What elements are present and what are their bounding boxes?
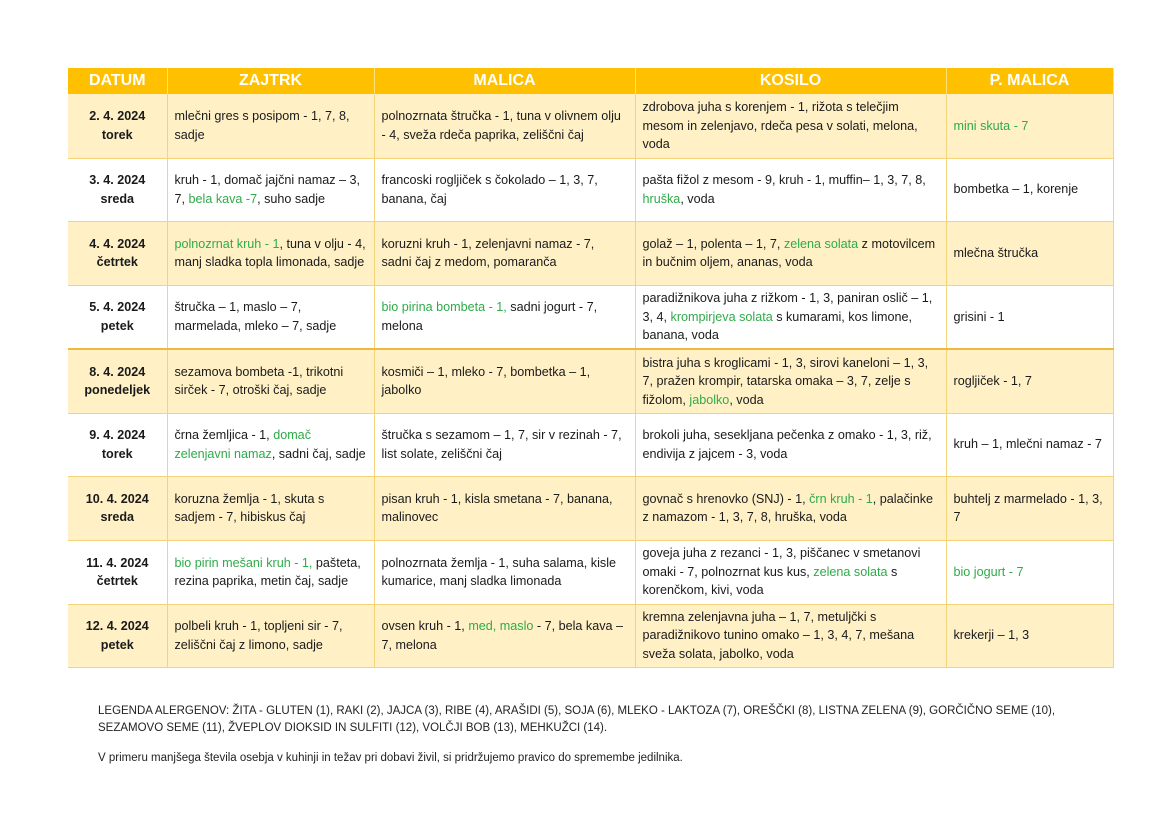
date-cell <box>68 285 167 349</box>
menu-text: kremna zelenjavna juha – 1, 7, metuljčki s paradižnikovo tunino omako – 1, 3, 4, 7, mešana sveža solata, jabolko, voda <box>642 609 915 661</box>
table-row <box>68 349 1113 413</box>
malica-cell <box>374 476 635 540</box>
malica-cell <box>374 413 635 476</box>
highlighted-item: bio pirina bombeta - 1, <box>381 300 507 315</box>
highlighted-item: jabolko <box>689 392 730 407</box>
date-cell <box>68 540 167 604</box>
menu-text: bistra juha s kroglicami - 1, 3, sirovi kaneloni – 1, 3, 7, pražen krompir, tatarska omaka – 3, 7, zelje s fižolom, <box>642 355 929 407</box>
menu-text: govnač s hrenovko (SNJ) - 1, <box>642 491 810 506</box>
menu-text: črna žemljica - 1, <box>174 428 274 442</box>
menu-text: mlečna štručka <box>953 245 1039 260</box>
highlighted-item: bio jogurt - 7 <box>953 564 1024 579</box>
menu-text: golaž – 1, polenta – 1, 7, <box>642 236 784 251</box>
highlighted-item: zelena solata <box>813 564 888 579</box>
menu-change-note: V primeru manjšega števila osebja v kuhinji in težav pri dobavi živil, si pridržujemo pravico do spremembe jedilnika. <box>98 752 683 764</box>
weekday-label: torek <box>101 446 133 461</box>
date-cell <box>68 604 167 667</box>
malica-cell <box>374 540 635 604</box>
pmalica-cell <box>946 221 1113 285</box>
date-cell <box>68 94 167 158</box>
weekday-label: četrtek <box>96 255 138 269</box>
pmalica-cell <box>946 540 1113 604</box>
legend-line: LEGENDA ALERGENOV: ŽITA - GLUTEN (1), RAKI (2), JAJCA (3), RIBE (4), ARAŠIDI (5), SOJA (6), MLEKO - LAKTOZA (7), OREŠČKI (8), LISTNA ZELENA (9), GORČIČNO SEME (10), <box>98 705 1056 717</box>
highlighted-item: med, maslo <box>468 619 534 633</box>
weekday-label: četrtek <box>96 574 138 588</box>
menu-text: sezamova bombeta -1, trikotni sirček - 7, otroški čaj, sadje <box>174 364 344 398</box>
menu-text: francoski rogljiček s čokolado – 1, 3, 7, banana, čaj <box>381 173 598 206</box>
pmalica-cell <box>946 94 1113 158</box>
date-label: 2. 4. 2024 <box>89 109 146 124</box>
malica-cell <box>374 285 635 349</box>
header-row <box>68 68 1113 94</box>
kosilo-cell <box>635 349 946 413</box>
header-kosilo: KOSILO <box>635 68 946 94</box>
zajtrk-cell <box>167 476 374 540</box>
table-row <box>68 604 1113 667</box>
kosilo-cell <box>635 540 946 604</box>
table-row <box>68 540 1113 604</box>
menu-text: s kumarami, kos limone, banana, voda <box>642 309 912 342</box>
menu-text: polbeli kruh - 1, topljeni sir - 7, zeliščni čaj z limono, sadje <box>174 619 343 652</box>
malica-cell <box>374 604 635 667</box>
kosilo-cell <box>635 285 946 349</box>
highlighted-item: mini skuta - 7 <box>953 118 1029 133</box>
zajtrk-cell <box>167 349 374 413</box>
menu-text: , sadni čaj, sadje <box>271 446 366 461</box>
header-zajtrk: ZAJTRK <box>167 68 374 94</box>
menu-body <box>68 94 1113 667</box>
menu-text: rogljiček - 1, 7 <box>953 374 1032 388</box>
table-row <box>68 476 1113 540</box>
malica-cell <box>374 94 635 158</box>
zajtrk-cell <box>167 604 374 667</box>
menu-text: goveja juha z rezanci - 1, 3, piščanec v smetanovi omaki - 7, polnozrnat kus kus, <box>642 546 921 579</box>
weekday-label: petek <box>100 318 134 333</box>
menu-text: koruzna žemlja - 1, skuta s sadjem - 7, hibiskus čaj <box>174 491 325 524</box>
kosilo-cell <box>635 604 946 667</box>
menu-text: , suho sadje <box>257 191 326 206</box>
pmalica-cell <box>946 349 1113 413</box>
weekday-label: torek <box>101 127 133 142</box>
weekday-label: sreda <box>100 510 135 524</box>
date-cell <box>68 158 167 221</box>
menu-text: , palačinke z namazom - 1, 3, 7, 8, hruška, voda <box>642 491 934 524</box>
date-label: 9. 4. 2024 <box>89 428 146 442</box>
menu-text: , voda <box>729 392 764 407</box>
pmalica-cell <box>946 285 1113 349</box>
kosilo-cell <box>635 413 946 476</box>
menu-text: štručka – 1, maslo – 7, marmelada, mleko – 7, sadje <box>174 300 337 333</box>
pmalica-cell <box>946 158 1113 221</box>
kosilo-cell <box>635 158 946 221</box>
menu-text: krekerji – 1, 3 <box>953 628 1030 643</box>
date-label: 10. 4. 2024 <box>85 491 149 506</box>
pmalica-cell <box>946 413 1113 476</box>
menu-text: z motovilcem in bučnim oljem, ananas, voda <box>642 236 936 269</box>
date-label: 3. 4. 2024 <box>89 173 146 187</box>
menu-text: mlečni gres s posipom - 1, 7, 8, sadje <box>174 109 350 142</box>
date-cell <box>68 349 167 413</box>
menu-text: zdrobova juha s korenjem - 1, rižota s telečjim mesom in zelenjavo, rdeča pesa v solati, melona, voda <box>642 100 918 151</box>
date-label: 11. 4. 2024 <box>86 555 149 570</box>
menu-text: , tuna v olju - 4, manj sladka topla limonada, sadje <box>174 236 366 269</box>
menu-text: buhtelj z marmelado - 1, 3, 7 <box>953 491 1103 524</box>
zajtrk-cell <box>167 158 374 221</box>
table-row <box>68 285 1113 349</box>
highlighted-item: zelena solata <box>783 236 859 251</box>
date-label: 4. 4. 2024 <box>89 236 146 251</box>
menu-text: sadni jogurt - 7, melona <box>381 300 598 333</box>
allergen-legend <box>98 703 1098 737</box>
highlighted-item: črn kruh - 1 <box>809 491 873 506</box>
table-row <box>68 94 1113 158</box>
highlighted-item: domač zelenjavni namaz <box>174 428 311 461</box>
menu-text: pašta fižol z mesom - 9, kruh - 1, muffin– 1, 3, 7, 8, <box>642 173 926 187</box>
table-row <box>68 221 1113 285</box>
menu-text: polnozrnata štručka - 1, tuna v olivnem olju - 4, sveža rdeča paprika, zeliščni čaj <box>381 109 621 142</box>
kosilo-cell <box>635 476 946 540</box>
kosilo-cell <box>635 221 946 285</box>
menu-text: pisan kruh - 1, kisla smetana - 7, banana, malinovec <box>381 491 613 524</box>
pmalica-cell <box>946 604 1113 667</box>
menu-text: s korenčkom, kivi, voda <box>642 564 898 598</box>
zajtrk-cell <box>167 94 374 158</box>
pmalica-cell <box>946 476 1113 540</box>
zajtrk-cell <box>167 413 374 476</box>
table-row <box>68 158 1113 221</box>
menu-text: - 7, bela kava – 7, melona <box>381 619 624 652</box>
menu-text: polnozrnata žemlja - 1, suha salama, kisle kumarice, manj sladka limonada <box>381 555 616 588</box>
date-cell <box>68 221 167 285</box>
malica-cell <box>374 221 635 285</box>
table-row <box>68 413 1113 476</box>
highlighted-item: krompirjeva solata <box>670 309 773 324</box>
menu-text: štručka s sezamom – 1, 7, sir v rezinah - 7, list solate, zeliščni čaj <box>381 428 622 461</box>
malica-cell <box>374 158 635 221</box>
menu-text: kosmiči – 1, mleko - 7, bombetka – 1, jabolko <box>381 364 591 398</box>
legend-line: SEZAMOVO SEME (11), ŽVEPLOV DIOKSID IN SULFITI (12), VOLČJI BOB (13), MEHKUŽCI (14). <box>98 722 608 734</box>
weekday-label: ponedeljek <box>84 383 151 398</box>
date-label: 8. 4. 2024 <box>89 364 146 379</box>
menu-text: ovsen kruh - 1, <box>381 619 469 633</box>
menu-text: kruh - 1, domač jajčni namaz – 3, 7, <box>174 173 360 206</box>
menu-text: bombetka – 1, korenje <box>953 182 1079 197</box>
weekday-label: petek <box>100 637 134 652</box>
menu-text: paradižnikova juha z rižkom - 1, 3, paniran oslič – 1, 3, 4, <box>642 291 933 324</box>
highlighted-item: polnozrnat kruh - 1 <box>174 236 280 251</box>
zajtrk-cell <box>167 540 374 604</box>
menu-text: kruh – 1, mlečni namaz - 7 <box>953 437 1102 452</box>
kosilo-cell <box>635 94 946 158</box>
zajtrk-cell <box>167 285 374 349</box>
date-cell <box>68 476 167 540</box>
highlighted-item: bela kava -7 <box>188 191 258 206</box>
header-p-malica: P. MALICA <box>946 68 1113 94</box>
menu-text: grisini - 1 <box>953 309 1005 324</box>
header-datum: DATUM <box>68 68 167 94</box>
menu-text: brokoli juha, sesekljana pečenka z omako - 1, 3, riž, endivija z jajcem - 3, voda <box>642 428 932 461</box>
header-malica: MALICA <box>374 68 635 94</box>
date-label: 12. 4. 2024 <box>85 619 149 633</box>
menu-text: pašteta, rezina paprika, metin čaj, sadje <box>174 555 361 588</box>
zajtrk-cell <box>167 221 374 285</box>
malica-cell <box>374 349 635 413</box>
menu-text: , voda <box>680 191 715 206</box>
date-cell <box>68 413 167 476</box>
menu-text: koruzni kruh - 1, zelenjavni namaz - 7, sadni čaj z medom, pomaranča <box>381 236 595 269</box>
weekday-label: sreda <box>100 191 135 206</box>
highlighted-item: hruška <box>642 191 681 206</box>
menu-table <box>68 68 1114 668</box>
highlighted-item: bio pirin mešani kruh - 1, <box>174 555 313 570</box>
date-label: 5. 4. 2024 <box>89 300 146 315</box>
